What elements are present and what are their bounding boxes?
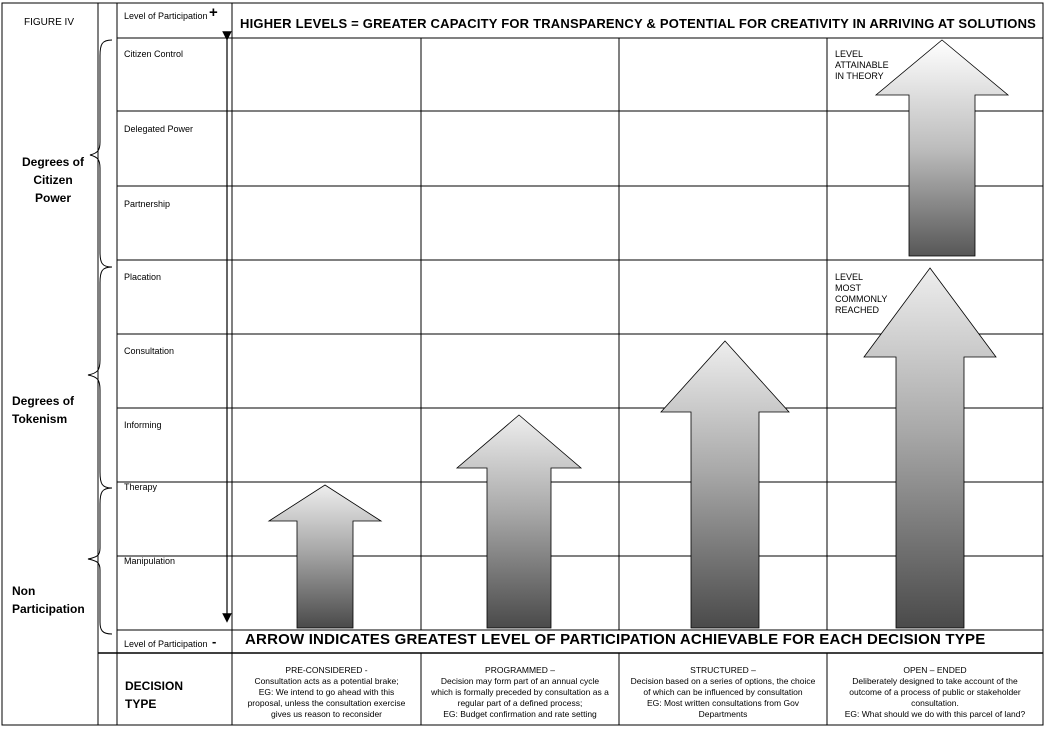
decision-type-line: Decision based on a series of options, the choice	[630, 676, 816, 686]
group-tokenism	[4, 392, 84, 428]
level-partnership: Partnership	[124, 199, 171, 209]
group-non-participation-line-2: Participation	[12, 602, 85, 616]
caption-common-line-4: REACHED	[835, 305, 880, 315]
axis-bottom-label: Level of Participation	[124, 639, 208, 649]
brace-citizen-power	[90, 40, 112, 267]
participation-arrow	[457, 415, 581, 628]
decision-type-structured	[620, 665, 826, 720]
decision-type-line: EG: We intend to go ahead with this	[258, 687, 395, 697]
group-citizen-power-line-2: Citizen	[33, 173, 73, 187]
decision-type-line: Consultation acts as a potential brake;	[254, 676, 399, 686]
caption-common-line-2: MOST	[835, 283, 861, 293]
axis-top-sign: +	[209, 4, 218, 21]
decision-type-line: consultation.	[911, 698, 959, 708]
decision-type-line: proposal, unless the consultation exercise	[247, 698, 406, 708]
level-informing: Informing	[124, 420, 162, 430]
decision-type-line: Decision may form part of an annual cycle	[440, 676, 600, 686]
caption-common-line-3: COMMONLY	[835, 294, 888, 304]
participation-arrow	[876, 40, 1008, 256]
participation-arrow	[864, 268, 996, 628]
caption-most-commonly-reached	[835, 272, 887, 316]
level-therapy: Therapy	[124, 482, 158, 492]
brace-tokenism	[88, 267, 112, 488]
decision-type-line: which is formally preceded by consultation as a	[431, 687, 609, 697]
decision-type-heading	[125, 677, 183, 713]
caption-theory-line-3: IN THEORY	[835, 71, 884, 81]
figure-label: FIGURE IV	[24, 17, 75, 28]
decision-type-title: PRE-CONSIDERED -	[285, 665, 368, 675]
level-delegated-power: Delegated Power	[124, 124, 194, 134]
level-citizen-control: Citizen Control	[124, 49, 184, 59]
decision-type-line: EG: Budget confirmation and rate setting	[443, 709, 597, 719]
bottom-banner: ARROW INDICATES GREATEST LEVEL OF PARTICIPATION ACHIEVABLE FOR EACH DECISION TYPE	[245, 631, 986, 648]
group-citizen-power-line-3: Power	[34, 191, 71, 205]
caption-common-line-1: LEVEL	[835, 272, 864, 282]
axis-top-label: Level of Participation	[124, 11, 208, 21]
decision-type-line: of which can be influenced by consultation	[643, 687, 803, 697]
decision-type-open-ended	[828, 665, 1042, 720]
level-consultation: Consultation	[124, 346, 175, 356]
decision-type-line: EG: What should we do with this parcel of land?	[844, 709, 1026, 719]
decision-type-pre-considered	[233, 665, 420, 720]
participation-arrow	[661, 341, 789, 628]
caption-theory-line-2: ATTAINABLE	[835, 60, 889, 70]
group-tokenism-line-1: Degrees of	[12, 394, 75, 408]
group-citizen-power	[14, 153, 92, 207]
caption-attainable-in-theory	[835, 49, 889, 82]
decision-type-title: OPEN – ENDED	[903, 665, 967, 675]
caption-theory-line-1: LEVEL	[835, 49, 864, 59]
decision-type-line: EG: Most written consultations from Gov	[646, 698, 800, 708]
decision-type-heading-line-2: TYPE	[125, 697, 157, 711]
axis-bottom-sign: -	[212, 634, 217, 649]
group-tokenism-line-2: Tokenism	[12, 412, 68, 426]
top-banner: HIGHER LEVELS = GREATER CAPACITY FOR TRANSPARENCY & POTENTIAL FOR CREATIVITY IN ARRIVING AT SOLUTIONS	[240, 16, 1037, 31]
decision-type-line: outcome of a process of public or stakeholder	[849, 687, 1021, 697]
decision-type-line: gives us reason to reconsider	[270, 709, 383, 719]
level-manipulation: Manipulation	[124, 556, 176, 566]
level-placation: Placation	[124, 272, 162, 282]
decision-type-line: regular part of a defined process;	[457, 698, 583, 708]
decision-type-heading-line-1: DECISION	[125, 679, 184, 693]
group-non-participation-line-1: Non	[12, 584, 36, 598]
decision-type-programmed	[422, 665, 618, 720]
decision-type-line: Departments	[698, 709, 748, 719]
decision-type-line: Deliberately designed to take account of the	[852, 676, 1018, 686]
group-non-participation	[4, 582, 94, 618]
group-citizen-power-line-1: Degrees of	[21, 155, 85, 169]
decision-type-title: STRUCTURED –	[690, 665, 756, 675]
decision-type-title: PROGRAMMED –	[485, 665, 555, 675]
